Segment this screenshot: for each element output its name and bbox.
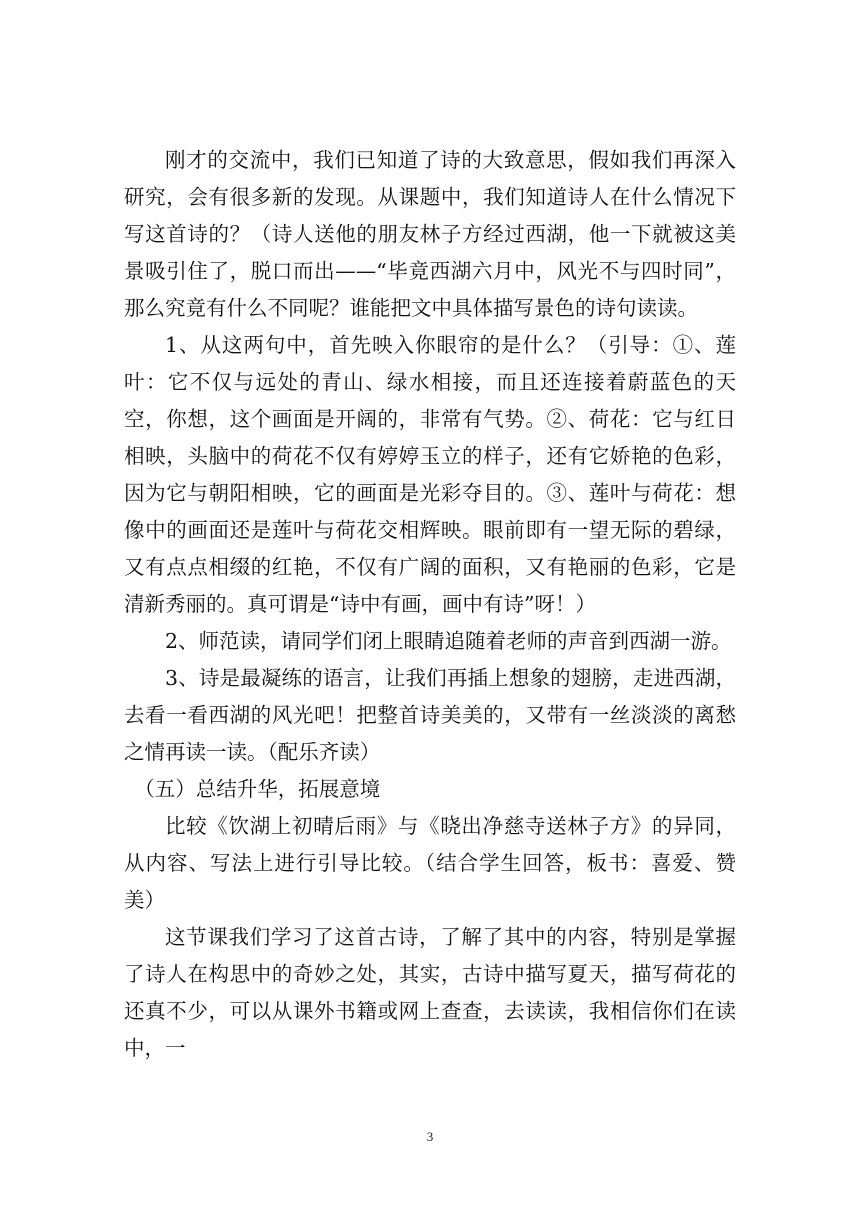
paragraph-summary: 这节课我们学习了这首古诗，了解了其中的内容，特别是掌握了诗人在构思中的奇妙之处，其实，古诗中描写夏天，描写荷花的还真不少，可以从课外书籍或网上查查，去读读，我相信你们在读中，一 bbox=[124, 925, 736, 1060]
section-heading: （五）总结升华，拓展意境 bbox=[134, 777, 381, 801]
page-number: 3 bbox=[426, 1129, 434, 1144]
paragraph-item-2: 2、师范读，请同学们闭上眼睛追随着老师的声音到西湖一游。 bbox=[165, 629, 732, 653]
paragraph-intro: 刚才的交流中，我们已知道了诗的大致意思，假如我们再深入研究，会有很多新的发现。从课题中，我们知道诗人在什么情况下写这首诗的？（诗人送他的朋友林子方经过西湖，他一下就被这美景吸引住了，脱口而出——“毕竟西湖六月中，风光不与四时同”，那么究竟有什么不同呢？谁能把文中具体描写景色的诗句读读。 bbox=[124, 148, 736, 320]
paragraph-comparison: 比较《饮湖上初晴后雨》与《晓出净慈寺送林子方》的异同，从内容、写法上进行引导比较。（结合学生回答，板书：喜爱、赞美） bbox=[124, 814, 736, 912]
paragraph-item-1: 1、从这两句中，首先映入你眼帘的是什么？（引导：①、莲叶：它不仅与远处的青山、绿水相接，而且还连接着蔚蓝色的天空，你想，这个画面是开阔的，非常有气势。②、荷花：它与红日相映，头脑中的荷花不仅有婷婷玉立的样子，还有它娇艳的色彩，因为它与朝阳相映，它的画面是光彩夺目的。③、莲叶与荷花：想像中的画面还是莲叶与荷花交相辉映。眼前即有一望无际的碧绿，又有点点相缀的红艳，不仅有广阔的面积，又有艳丽的色彩，它是清新秀丽的。真可谓是“诗中有画，画中有诗”呀！） bbox=[124, 333, 736, 616]
paragraph-item-3: 3、诗是最凝练的语言，让我们再插上想象的翅膀，走进西湖，去看一看西湖的风光吧！把整首诗美美的，又带有一丝淡淡的离愁之情再读一读。（配乐齐读） bbox=[124, 666, 736, 764]
page-body bbox=[124, 142, 736, 1067]
